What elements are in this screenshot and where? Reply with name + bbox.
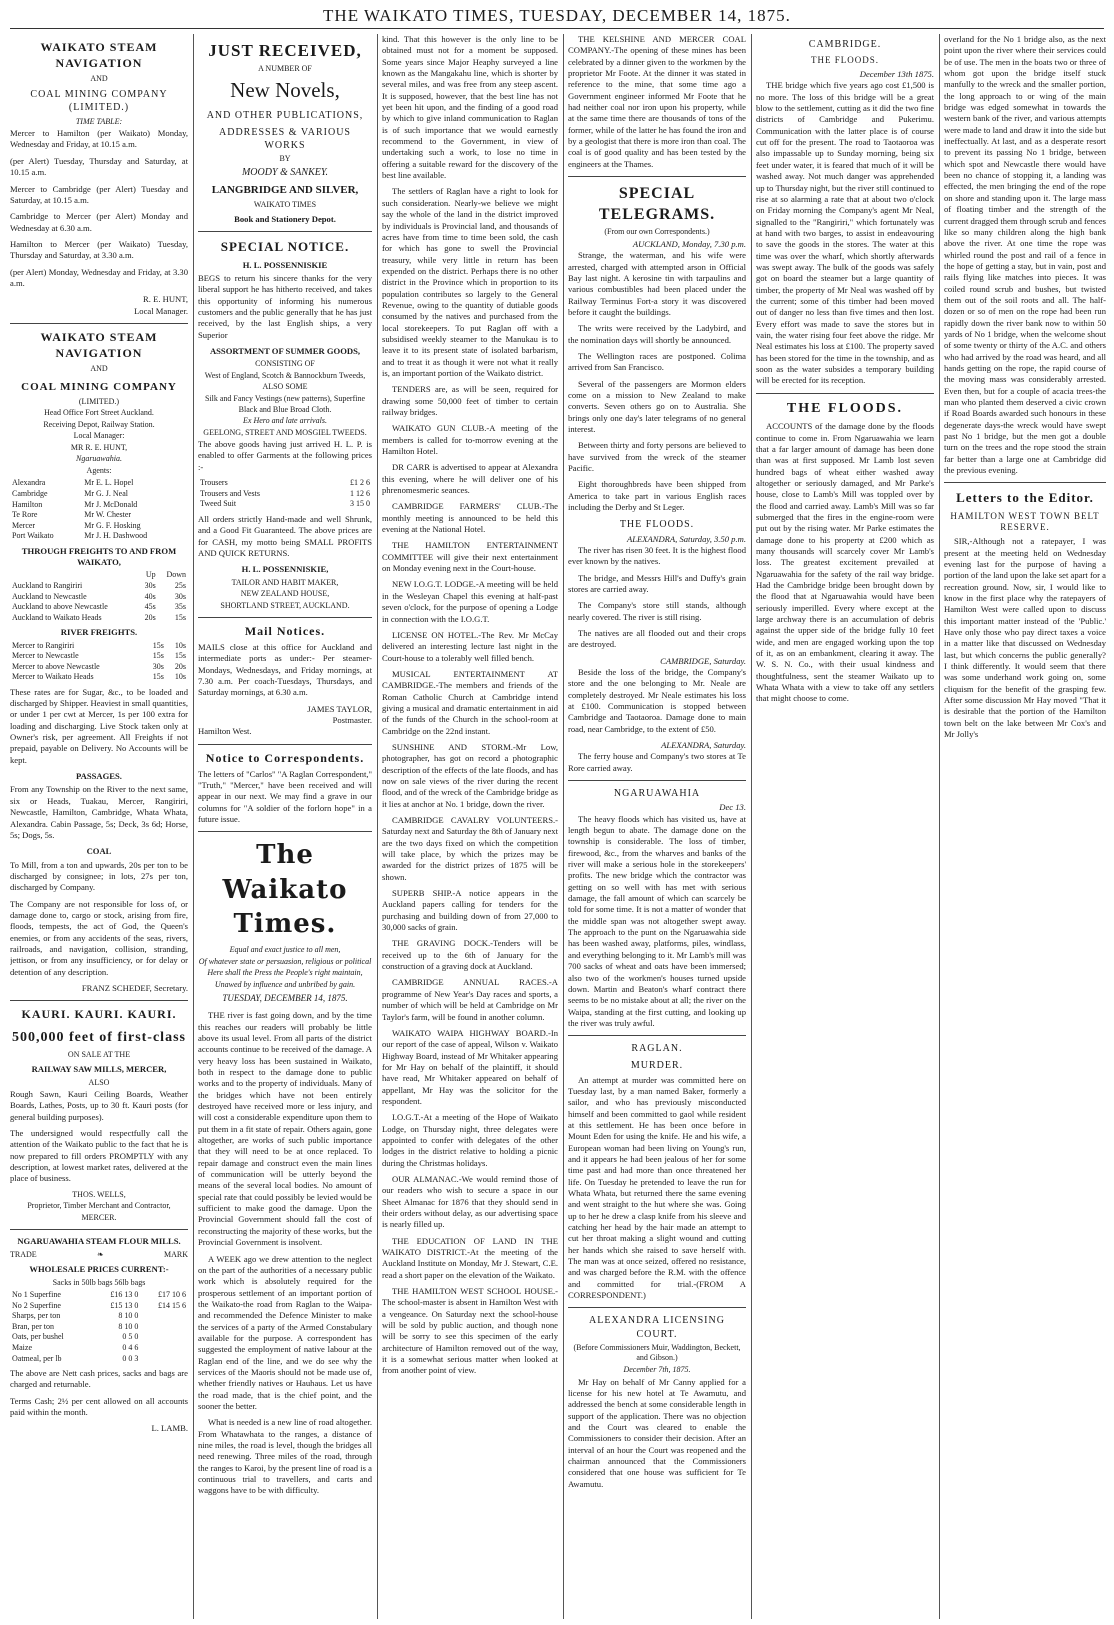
table-row	[10, 651, 188, 662]
product: Sharps, per ton	[12, 1311, 61, 1321]
divider	[568, 1307, 746, 1308]
mail-signature: JAMES TAYLOR,	[307, 703, 372, 714]
rate-up: 30s	[152, 661, 164, 671]
table-row	[10, 581, 188, 592]
agent-place: Hamilton	[12, 499, 43, 509]
local-item: LICENSE ON HOTEL.-The Rev. Mr McCay delivered an interesting lecture last night in the Court-house to a tolerably well filled bench.	[382, 629, 558, 663]
divider	[198, 831, 372, 832]
agent-name: Mr J. McDonald	[84, 499, 138, 509]
possenniskie-signature: H. L. POSSENNISKIE,	[241, 564, 329, 575]
floods-title: THE FLOODS.	[786, 400, 904, 416]
special-notice-title: SPECIAL NOTICE.	[220, 239, 350, 255]
rate-up: 45s	[144, 602, 156, 612]
timetable-entry: Hamilton to Mercer (per Waikato) Tuesday, Thursday and Saturday, at 3.30 a.m.	[10, 238, 188, 261]
through-freights-title: THROUGH FREIGHTS TO AND FROM WAIKATO,	[21, 545, 177, 568]
local-manager-label: Local Manager:	[73, 431, 125, 441]
through-freights-table	[10, 570, 188, 623]
price: 8 10 0	[118, 1321, 139, 1331]
telegram-dateline: CAMBRIDGE, Saturday.	[660, 655, 746, 666]
wholesale-title: WHOLESALE PRICES CURRENT:-	[29, 1264, 169, 1275]
cambridge-text: THE bridge which five years ago cost £1,500 is no more. The loss of this bridge will be a great blow to the settlement, cutting as it did the two fine districts of Cambridge and Pukerimu. Communication with the latter place is of course cut off for the present. The road to Taotaoroa was also impassable up to Sunday morning, being six feet under water, it is feared that much of it will be washed away. Not much danger was apprehended up to Thursday night, but the river still continued to rise at so alarming a rate that at about two o'clock on Friday morning the Company's agent Mr Neal, signalled to the "Rangiriri," which fortunately was at hand with two barges, to assist in endeavouring to save the goods in the stores. The water at this time was over the wharf, which shortly afterwards was swept away. The bulk of the goods was safely got on board the steamer but a large quantity of timber, the property of Mr Neal was washed off by the current; some of this timber had been moved out of danger no less than five times and then lost. Every effort was made to save the stores but in vain, the water rising four feet above the ridge. Mr Neal estimates his loss at £100. The property saved has been stored for the time in the township, and as soon as the water subsides a temporary building will be erected for its reception.	[756, 80, 934, 386]
local-item: WAIKATO GUN CLUB.-A meeting of the members is called for to-morrow evening at the Hamilton Hotel.	[382, 423, 558, 457]
agent-name: Mr W. Chester	[84, 510, 132, 520]
divider	[756, 393, 934, 394]
letter-text: SIR,-Although not a ratepayer, I was present at the meeting held on Wednesday evening last for the purpose of having a portion of the land upon the lake set apart for a recreation ground. Now, sir, I would like to know in the first place why the ratepayers of Hamilton West were called upon to discuss this important matter instead of the 'Public.' Have only those who pay direct taxes a voice in a matter like that discussed on Wednesday last, but which concerns the public generally? I think differently. It would seem that there was some underhand work going on, some cliquism for the benefit of the grasping few. After some discussion Mr Hay moved "That it is desirable that the portion of the Hamilton town belt on the lake between Mr Cox's and Mr Jolly's	[944, 536, 1106, 740]
steam-nav-limited: (LIMITED.)	[78, 396, 120, 406]
telegram: The Wellington races are postponed. Colima arrived from San Francisco.	[568, 350, 746, 373]
divider	[198, 744, 372, 745]
passages-title: PASSAGES.	[76, 771, 122, 782]
column-6	[944, 34, 1106, 1619]
local-item: MUSICAL ENTERTAINMENT AT CAMBRIDGE.-The members and friends of the Roman Catholic Church at Cambridge intend giving a musical and dramatic entertainment in aid of the funds of the Church in the school-room at Cambridge on the 22nd instant.	[382, 668, 558, 736]
ngaruawahia-title: NGARUAWAHIA	[613, 788, 701, 800]
rate-up: 15s	[152, 672, 164, 682]
timetable-entry: Mercer to Cambridge (per Alert) Tuesday and Saturday, at 10.15 a.m.	[10, 183, 188, 205]
rate-down: 30s	[174, 591, 186, 601]
price: £14 15 6	[158, 1300, 186, 1310]
agent-place: Port Waikato	[12, 531, 54, 541]
leader-paragraph: THE river is fast going down, and by the time this reaches our readers will probably be little above its usual level. From all parts of the district accounts continue to be received of the damage. A very heavy loss has been sustained in Waikato, both in respect to the damage done to public works and to the property of individuals. Many of the bridges which have not been entirely destroyed have received more or less injury, and will cost a considerable expenditure upon them to put them in a fit state of repair. Others again, gone altogether, are works of such public importance that they will need to be at once replaced. To repair damage and construct even the main lines of communication will be utterly beyond the means of the several local bodies. No amount of special rate that could possibly be levied would be sufficient to make good the damage. Upon the Provincial Government should fall the cost of reconstructing the majority of these works, but the Provincial Government is insolvent.	[198, 1010, 372, 1248]
trade-mark-row	[10, 1250, 188, 1261]
agents-label: Agents:	[86, 465, 112, 475]
rate-up: 15s	[152, 640, 164, 650]
local-manager-place: Ngaruawahia.	[75, 454, 122, 464]
divider	[568, 1035, 746, 1036]
motto-line: Here shall the Press the People's right maintain,	[207, 968, 363, 978]
steam-nav-company-2: COAL MINING COMPANY	[21, 381, 177, 394]
coal-company-item: THE KELSHINE AND MERCER COAL COMPANY.-The opening of these mines has been celebrated by a dinner given to the workmen by the proprietor Mr Foote. At the dinner it was stated in reference to the mine, that some time ago a Government engineer informed Mr Foote that he had neither coal nor iron upon his property, while at the same time there are thousands of tons of the former, while of the latter he has found the iron and by a geologist that there is more iron than coal. The coal is of good quality and has been tested by the engineers at the Thames.	[568, 34, 746, 169]
local-item: THE HAMILTON ENTERTAINMENT COMMITTEE will give their next entertainment on Monday evening next in the Court-house.	[382, 540, 558, 574]
raglan-title: RAGLAN.	[631, 1043, 683, 1055]
telegram: Strange, the waterman, and his wife were arrested, charged with attempted arson in Official Bay last night. A kerosine tin with tarpaulins and various combustibles had been placed under the Railway Terminus Fort-a story it was discovered before it caught the buildings.	[568, 250, 746, 317]
leader-paragraph: A WEEK ago we drew attention to the neglect on the part of the authorities of a necessary public work which is absolutely required for the prosperous settlement of an important portion of the Waikato-the road from Raglan to the Waipa-and recommended the Defence Minister to make the services of a party of the Armed Constabulary available for the purpose. A correspondent has suggested the employment of native labour at the Raglan end of the line, and we do see why the services of the Maoris should not be made use of, whether friendly natives or Hauhaus. Let us have the road made, that is the chief point, and the sooner the better.	[198, 1253, 372, 1411]
steam-nav-and-2: AND	[90, 363, 108, 373]
route: Mercer to Newcastle	[12, 651, 79, 661]
times-office: WAIKATO TIMES	[253, 199, 317, 209]
telegram: The writs were received by the Ladybird, and the nomination days will shortly be announced.	[568, 323, 746, 345]
agent-place: Mercer	[12, 520, 36, 530]
price-table	[10, 1290, 188, 1364]
cloths: West of England, Scotch & Bannockburn Tweeds,	[204, 370, 366, 380]
local-item: THE HAMILTON WEST SCHOOL HOUSE.-The school-master is absent in Hamilton West with a vengeance. On Saturday next the school-house will be sold by public auction, and though none will be sorry to see this specimen of the early architecture of Hamilton removed out of the way, it is a somewhat serious matter when looked at from another point of view.	[382, 1286, 558, 1376]
geelong: GEELONG, STREET AND MOSGIEL TWEEDS.	[203, 427, 367, 437]
column-rule	[377, 34, 378, 1619]
price: £17 10 6	[158, 1290, 186, 1300]
new-novels: New Novels,	[230, 77, 340, 102]
correspondents-title: Notice to Correspondents.	[205, 750, 365, 765]
flour-note: The above are Nett cash prices, sacks and bags are charged and returnable.	[10, 1368, 188, 1390]
table-row	[198, 499, 372, 510]
telegram: The Company's store still stands, although nearly covered. The river is still rising.	[568, 600, 746, 622]
leader-continued: kind. That this however is the only line to be obtained must not for a moment be supposed. Some years since Major Heaphy surveyed a line known as the Mangakahu line, which is shorter by several miles, and was free from any steep ascent. It is supposed, however, that the best line has not yet been hit upon, and the finding of a good road by which to give inland communication to Raglan is of such importance that we would earnestly recommend to the Government, in view of undertaking such a work, to lose no time in offering a suitable reward for the discovery of the best line available.	[382, 34, 558, 181]
murder-text: An attempt at murder was committed here on Tuesday last, by a man named Baker, formerly a sailor, and who has previously misconducted himself and been committed to gaol while resident at this settlement. He has been once before in Mount Eden for using the knife. He and his wife, a European woman had been living on Young's run, and it appears he had been jealous of her for some time past and had more than once threatened her life. On Tuesday he pretended to leave the run for Whata Whata, but returned there the same evening and went straight to the hut where she was. Going up to her he drew a clasp knife from his sleeve and catching her head by the hair made an attempt to cut her throat making a slight wound and cutting her hands which she raised to save herself with. The man was at once seized, offered no resistance, and was charged before the R.M. with the offence and committed for trial.-(FROM A CORRESPONDENT.)	[568, 1074, 746, 1301]
local-item: SUNSHINE AND STORM.-Mr Low, photographer, has got on record a photographic description of the effects of the late floods, and has now on sale views of the river during the recent flood, and of the wreck of the Cambridge bridge as it lies at anchor at No. 1 bridge, down the river.	[382, 741, 558, 809]
timetable-signature: R. E. HUNT,	[143, 294, 188, 305]
cambridge-date: December 13th 1875.	[859, 69, 934, 80]
product: Maize	[12, 1342, 32, 1352]
by-label: BY	[279, 154, 291, 164]
product: Bran, per ton	[12, 1321, 54, 1331]
price	[140, 1311, 188, 1322]
leader-paragraph: What is needed is a new line of road altogether. From Whatawhata to the ranges, a distance of nine miles, the road is level, though the bridges all need renewing. Three miles of the road, through the ranges to Karoi, by the present line of road is a continuous trial to travellers, and carts and waggons have to be with difficulty.	[198, 1417, 372, 1496]
local-item: OUR ALMANAC.-We would remind those of our readers who wish to secure a space in our Sheet Almanac for 1876 that they should send in their orders without delay, as our advertising space is nearly filled up.	[382, 1173, 558, 1230]
rate-down: 20s	[174, 661, 186, 671]
column-4	[568, 34, 746, 1619]
garment: Trousers and Vests	[200, 488, 261, 498]
receiving-depot: Receiving Depot, Railway Station.	[43, 419, 155, 429]
local-item: NEW I.O.G.T. LODGE.-A meeting will be held in the Wesleyan Chapel this evening at half-past seven o'clock, for the purpose of opening a Lodge in connection with the I.O.G.T.	[382, 579, 558, 624]
timetable-entry: Mercer to Hamilton (per Waikato) Monday, Wednesday and Friday, at 10.15 a.m.	[10, 128, 188, 150]
route: Auckland to above Newcastle	[12, 602, 108, 612]
just-received-title: JUST RECEIVED,	[208, 41, 362, 60]
coal-title: COAL	[86, 846, 112, 857]
trade-label: TRADE	[10, 1249, 37, 1259]
price	[140, 1322, 188, 1333]
table-row	[10, 592, 188, 603]
motto-line: Equal and exact justice to all men,	[229, 945, 341, 955]
telegram: The river has risen 30 feet. It is the highest flood ever known by the natives.	[568, 544, 746, 567]
price: 0 4 6	[122, 1342, 139, 1352]
column-rule	[751, 34, 752, 1619]
langbridge: LANGBRIDGE AND SILVER,	[211, 184, 359, 196]
agent-name: Mr G. J. Neal	[84, 489, 128, 499]
steam-nav-and: AND	[90, 73, 108, 83]
mail-text: MAILS close at this office for Auckland and intermediate ports as under:- Per steamer-Mondays, Wednesdays, and Friday mornings, at 7.30 a.m. Per coach-Tuesdays, Thursdays, and Saturday mornings, at 6.30 a.m.	[198, 642, 372, 698]
possenniskie-name: H. L. POSSENNISKIE	[242, 259, 328, 270]
freight-note: These rates are for Sugar, &c., to be loaded and discharged by Shipper. Heaviest in small quantities, or under 1 per cwt at Mercer, 1s per 100 extra for loading and discharging. Live Stock taken only at Owner's risk, per agreement. All Freights if not prepaid, payable on Delivery. No Accounts will be kept.	[10, 686, 188, 765]
telegram: Several of the passengers are Mormon elders come on a mission to New Zealand to make converts. Seven others go on to Australia. She brings only one day's later telegrams of no general interest.	[568, 378, 746, 435]
price: 1 12 6	[350, 488, 370, 498]
kauri-text: The undersigned would respectfully call the attention of the Waikato public to the fact that he is now prepared to fill orders PROMPTLY with any description, at lowest market rates, delivered at the place of business.	[10, 1128, 188, 1184]
table-row	[10, 1311, 188, 1322]
column-3	[382, 34, 558, 1619]
timetable-entry: (per Alert) Monday, Wednesday and Friday, at 3.30 a.m.	[10, 266, 188, 288]
mail-notices-title: Mail Notices.	[244, 624, 326, 639]
tailor: TAILOR AND HABIT MAKER,	[231, 577, 339, 587]
telegram-dateline: ALEXANDRA, Saturday.	[661, 740, 746, 751]
timetable-heading: TIME TABLE:	[75, 116, 123, 126]
price: 8 10 0	[118, 1311, 139, 1321]
coal-text: To Mill, from a ton and upwards, 20s per ton to be discharged by consignee; in lots, 27s per ton, discharged by Company.	[10, 859, 188, 893]
table-header	[10, 570, 188, 581]
enabled-text: The above goods having just arrived H. L. P. is enabled to offer Garments at the following prices :-	[198, 439, 372, 472]
table-header-cell: Down	[166, 570, 186, 580]
kauri-sale: ON SALE AT THE	[67, 1049, 131, 1059]
ngaruawahia-date: Dec 13.	[719, 802, 746, 813]
masthead-rule	[10, 28, 1104, 29]
rate-down: 15s	[174, 612, 186, 622]
route: Mercer to Waikato Heads	[12, 672, 94, 682]
column-5	[756, 34, 934, 1619]
clothing-prices	[198, 478, 372, 510]
product: No 1 Superfine	[12, 1290, 61, 1300]
table-header-cell	[10, 570, 138, 581]
divider	[10, 323, 188, 324]
nz-house: NEW ZEALAND HOUSE,	[240, 589, 330, 599]
divider	[568, 780, 746, 781]
local-item: CAMBRIDGE CAVALRY VOLUNTEERS.-Saturday next and Saturday the 8th of January next are the two days fixed on which the competition will take place, by which the prizes may be awarded for the district prizes of 1875 will be shown.	[382, 815, 558, 882]
cambridge-title: CAMBRIDGE.	[808, 39, 882, 50]
letters-title: Letters to the Editor.	[956, 490, 1094, 506]
steam-nav-company: COAL MINING COMPANY (LIMITED.)	[30, 89, 168, 114]
rate-up: 30s	[144, 581, 156, 590]
rate-down: 10s	[174, 640, 186, 650]
agent-name: Mr G. F. Hosking	[84, 520, 141, 530]
telegram-dateline: AUCKLAND, Monday, 7.30 p.m.	[632, 238, 746, 249]
rate-down: 15s	[174, 651, 186, 661]
steam-nav-title-2: WAIKATO STEAM NAVIGATION	[40, 329, 158, 360]
telegram: Between thirty and forty persons are believed to have survived from the wreck of the steamer Pacific.	[568, 440, 746, 474]
other-publications: AND OTHER PUBLICATIONS,	[206, 109, 364, 121]
possenniskie-text: BEGS to return his sincere thanks for the very liberal support he has hitherto received, and takes this opportunity of informing his numerous customers and the public generally that he has just received, by the last English ships, a very Superior	[198, 272, 372, 340]
garment: Trousers	[200, 478, 228, 488]
letter-heading: HAMILTON WEST TOWN BELT RESERVE.	[950, 510, 1100, 533]
route: Mercer to Rangiriri	[12, 640, 75, 650]
column-2	[198, 34, 372, 1619]
divider	[198, 231, 372, 232]
local-manager-name: MR R. E. HUNT,	[70, 442, 128, 452]
local-item: SUPERB SHIP.-A notice appears in the Auckland papers calling for tenders for the purchasing and building down of from 27,000 to 30,000 sacks of grain.	[382, 888, 558, 933]
telegram: The bridge, and Messrs Hill's and Duffy's grain stores are carried away.	[568, 572, 746, 595]
cambridge-subtitle: THE FLOODS.	[810, 55, 879, 66]
product: Oats, per bushel	[12, 1332, 64, 1342]
table-row	[10, 510, 188, 521]
column-rule	[193, 34, 194, 1619]
kauri-place: MERCER.	[81, 1212, 117, 1222]
floods-continued: overland for the No 1 bridge also, as the next point upon the river where their services could be of use. The men in the boats two or three of whom got upon the bridge itself stuck manfully to the wreck and the smaller portion, the long approach to or wing of the main bridge was edged somewhat in towards the western bank of the river, and various attempts were made to land and draw it into the side but ineffectually. At last, and as a desperate resort to prevent its passing No 1 bridge, between which spot and Newcastle there would have been no chance of stopping it, a landing was effected, the men bringing the end of the rope on shore and standing upon it. The large mass of floating timber and the strength of the current dragged them through scrub and fences like so many children along the high bank above the river. At one time the rope was whirled round the post and rail of a fence in the hope of getting a stay, but in vain, post and rails flying like matches into pieces. It was coiled round scrub and bushes, but twisted them out of the soil roots and all. The half-dozen or so of men on the rope had been run rapidly down the river bank now to within 50 yards of No 1 bridge, when the welcome shout of some twenty or thirty of the A.C. and others who had arrived by the road was heard, and all hands getting on the rope, the rapid course of the moving mass was considerably arrested. Even then, but for a couple of acacia trees-the man who planted them deserved a civic crown if Road Boards awarded such honours in these degenerate days-the wreck would have swept past No 1 bridge, but the men got a double turn on the trees and the rope stood the strain far better than a large one at Cambridge did the previous evening.	[944, 34, 1106, 476]
river-freights-table	[10, 641, 188, 683]
flour-terms: Terms Cash; 2½ per cent allowed on all accounts paid within the month.	[10, 1395, 188, 1418]
local-item: CAMBRIDGE ANNUAL RACES.-A programme of New Year's Day races and sports, a number of which will be held at Cambridge on Mr Taylor's farm, will be found in another column.	[382, 977, 558, 1022]
mail-place: Hamilton West.	[198, 726, 252, 737]
product: No 2 Superfine	[12, 1300, 61, 1310]
rate-up: 40s	[144, 591, 156, 601]
orders-text: All orders strictly Hand-made and well Shrunk, and a Good Fit Guaranteed. The above prices are for CASH, my motto being SMALL PROFITS AND QUICK RETURNS.	[198, 513, 372, 558]
price	[140, 1332, 188, 1343]
addresses: ADDRESSES & VARIOUS WORKS	[219, 126, 351, 152]
licensing-court-date: December 7th, 1875.	[623, 1364, 691, 1374]
route: Auckland to Waikato Heads	[12, 612, 102, 622]
licensing-court-bench: (Before Commissioners Muir, Waddington, Beckett, and Gibson.)	[573, 1342, 741, 1363]
table-row	[10, 521, 188, 532]
also-some: ALSO SOME	[262, 382, 308, 392]
table-row	[10, 1301, 188, 1312]
divider	[198, 617, 372, 618]
table-header-cell: Up	[145, 570, 156, 580]
garment: Tweed Suit	[200, 499, 237, 509]
kauri-items: Rough Sawn, Kauri Ceiling Boards, Weather Boards, Lathes, Posts, up to 30 ft. Kauri posts (for general building purposes).	[10, 1089, 188, 1122]
head-office: Head Office Fort Street Auckland.	[44, 408, 154, 418]
column-rule	[563, 34, 564, 1619]
mark-label: MARK	[163, 1249, 188, 1259]
route: Mercer to above Newcastle	[12, 661, 100, 671]
assortment: ASSORTMENT OF SUMMER GOODS,	[209, 345, 361, 356]
silk: Silk and Fancy Vestings (new patterns), Superfine Black and Blue Broad Cloth.	[204, 393, 366, 414]
river-freights-title: RIVER FREIGHTS.	[60, 627, 138, 638]
column-1	[10, 34, 188, 1619]
floods-subtitle: THE FLOODS.	[619, 519, 695, 531]
table-row	[10, 1343, 188, 1354]
rate-up: 15s	[152, 651, 164, 661]
local-item: THE GRAVING DOCK.-Tenders will be received up to the 6th of January for the construction of a graving dock at Auckland.	[382, 938, 558, 972]
table-row	[10, 1290, 188, 1301]
table-row	[10, 1332, 188, 1343]
table-row	[10, 478, 188, 489]
agent-place: Cambridge	[12, 489, 48, 499]
table-row	[10, 531, 188, 542]
table-row	[198, 478, 372, 489]
authors: MOODY & SANKEY.	[241, 166, 329, 178]
consisting: CONSISTING OF	[255, 359, 315, 369]
kauri-also: ALSO	[88, 1077, 110, 1087]
leader-paragraph: The settlers of Raglan have a right to look for such consideration. Nearly-we believe we might say the whole of the land in the district improved by individuals is Provincial land, and thousands of acres have from time to time been sold, the cash for which has gone to swell the Provincial treasury, while very little in return has been expended on the district. Perhaps there is no other district in the Province which in proportion to its population contributes so largely to the General Revenue, owing to the quantity of dutiable goods consumed by the natives and purchased from the local storekeepers. To put Raglan off with a subsidised weekly steamer to the Manukau is to leave it to its present state of isolated barbarism, and to treat it as though it were not what it really is, an important portion of the Waikato district.	[382, 186, 558, 378]
table-row	[10, 1354, 188, 1365]
local-item: DR CARR is advertised to appear at Alexandra this evening, where he will deliver one of his phrenomesmeric seances.	[382, 462, 558, 496]
divider	[10, 1000, 188, 1001]
telegram: The ferry house and Company's two stores at Te Rore carried away.	[568, 751, 746, 773]
steam-nav-title: WAIKATO STEAM NAVIGATION	[40, 40, 158, 70]
price: £16 13 0	[110, 1290, 139, 1300]
telegrams-source: (From our own Correspondents.)	[604, 227, 710, 237]
agent-name: Mr E. L. Hopel	[84, 478, 134, 488]
table-row	[198, 489, 372, 500]
licensing-court-title: ALEXANDRA LICENSING COURT.	[589, 1315, 725, 1340]
paper-title: The Waikato Times.	[222, 840, 348, 939]
table-row	[10, 489, 188, 500]
kauri-title: KAURI. KAURI. KAURI.	[21, 1007, 177, 1022]
agent-place: Te Rore	[12, 510, 38, 520]
price: 3 15 0	[350, 499, 370, 509]
motto-line: Of whatever state or persuasion, religious or political	[198, 956, 372, 966]
table-row	[10, 500, 188, 511]
price: 0 5 0	[122, 1332, 139, 1342]
agents-table	[10, 478, 188, 541]
route: Auckland to Rangiriri	[12, 581, 83, 590]
kauri-signature: THOS. WELLS,	[72, 1189, 126, 1199]
local-item: I.O.G.T.-At a meeting of the Hope of Waikato Lodge, on Thursday night, three delegates were appointed to confer with delegates of the other lodges in the district relative to holding a picnic during the Christmas holidays.	[382, 1112, 558, 1168]
ngaruawahia-text: The heavy floods which has visited us, have at length begun to abate. The damage done on the township is considerable. The loss of timber, firewood, &c., from the wharves and banks of the river will make a serious hole in the storekeepers' profits. The new bridge which the contractor was getting on so well with has met with serious damage, the fall amount of which can scarcely be told for some time. It is not a matter of wonder that the middle span was not altogether swept away. The approach to the punt on the Ngaruawahia side has been washed away, platforms, piles, windlass, and everything belonging to it. Mr Lamb's mill was 700 sacks of wheat and oats have been immersed; also two of the workmen's houses turned upside down. Martin and Beaton's wharf contract there seems to be no mistake about at all; the river on the Waipa, standing at the first cutting, and looking up the river was truly awful.	[568, 813, 746, 1028]
table-row	[10, 641, 188, 652]
rate-up: 20s	[144, 612, 156, 622]
local-item: THE EDUCATION OF LAND IN THE WAIKATO DISTRICT.-At the meeting of the Auckland Institute on Monday, Mr J. Stewart, C.E. read a short paper on the elevation of the Waikato.	[382, 1235, 558, 1280]
licensing-court-text: Mr Hay on behalf of Mr Canny applied for a license for his new hotel at Te Awamutu, and addressed the bench at some considerable length in support of the application. There was no objection and the Court was cleared to enable the Commissioners to consider their decision. After an interval of an hour the Court was reopened and the chairman announced that the Commissioners considered that one house was sufficient for Te Awamutu.	[568, 1376, 746, 1489]
agent-name: Mr J. H. Dashwood	[84, 531, 148, 541]
table-row	[10, 1322, 188, 1333]
table-row	[10, 662, 188, 673]
rate-down: 35s	[174, 602, 186, 612]
company-notice: The Company are not responsible for loss of, or damage done to, cargo or stock, arising from fire, floods, tempests, the act of God, the Queen's enemies, or from any accidents of the seas, rivers, railroads, and navigation, collision, stranding, jettison, or from any insufficiency, or for delay or detention of any description.	[10, 898, 188, 977]
rate-down: 25s	[174, 581, 186, 590]
price: £15 13 0	[110, 1300, 139, 1310]
ex-hero: Ex Hero and late arrivals.	[243, 416, 327, 426]
kauri-signature-title: Proprietor, Timber Merchant and Contractor,	[27, 1201, 171, 1211]
motto-line: Unawed by influence and unbribed by gain.	[214, 979, 356, 989]
product: Oatmeal, per lb	[12, 1353, 62, 1363]
timetable-entry: Cambridge to Mercer (per Alert) Monday and Wednesday at 6.30 a.m.	[10, 211, 188, 233]
table-row	[10, 602, 188, 613]
masthead: THE WAIKATO TIMES, TUESDAY, DECEMBER 14, 1875.	[323, 6, 791, 25]
book-depot: Book and Stationery Depot.	[234, 214, 336, 225]
telegram: The natives are all flooded out and their crops are destroyed.	[568, 628, 746, 650]
timetable-entry: (per Alert) Tuesday, Thursday and Saturday, at 10.15 a.m.	[10, 155, 188, 178]
local-item: CAMBRIDGE FARMERS' CLUB.-The monthly meeting is announced to be held this evening at the National Hotel.	[382, 501, 558, 535]
rate-down: 10s	[174, 672, 186, 682]
a-number-of: A NUMBER OF	[258, 64, 312, 74]
kauri-mill: RAILWAY SAW MILLS, MERCER,	[31, 1064, 167, 1075]
divider	[944, 482, 1106, 483]
company-signature: FRANZ SCHEDEF, Secretary.	[81, 982, 188, 993]
telegram-dateline: ALEXANDRA, Saturday, 3.50 p.m.	[626, 533, 746, 544]
table-row	[10, 613, 188, 624]
trade-mark-icon: ❧	[96, 1249, 104, 1259]
flour-signature: L. LAMB.	[151, 1423, 188, 1434]
flour-mills-title: NGARUAWAHIA STEAM FLOUR MILLS.	[17, 1236, 181, 1247]
price	[140, 1343, 188, 1354]
divider	[568, 176, 746, 177]
local-item: TENDERS are, as will be seen, required for drawing some 50,000 feet of timber to certain railway bridges.	[382, 384, 558, 417]
divider	[10, 1229, 188, 1230]
route: Auckland to Newcastle	[12, 591, 87, 601]
local-item: WAIKATO WAIPA HIGHWAY BOARD.-In our report of the case of appeal, Wilson v. Waikato Highway Board, instead of Mr Whitaker appearing for Mr Hay on behalf of the plaintiff, it should have read, Mr Whitaker appeared on behalf of appellant, Mr Hay was the solicitor for the respondent.	[382, 1027, 558, 1106]
price: £1 2 6	[350, 478, 370, 488]
price	[140, 1354, 188, 1365]
timetable-signature-title: Local Manager.	[134, 305, 188, 316]
passages-text: From any Township on the River to the next same, six or Heads, Tuakau, Mercer, Rangiriri, Newcastle, Hamilton, Cambridge, Whata Whata, Alexandra. Cabin Passage, 5s; Deck, 3s 6d; Horse, 5s; Dogs, 5s.	[10, 784, 188, 840]
table-row	[10, 672, 188, 683]
kauri-amount: 500,000 feet of first-class	[12, 1030, 186, 1046]
price: 0 0 3	[122, 1353, 139, 1363]
special-telegrams-title: SPECIAL TELEGRAMS.	[598, 185, 716, 224]
shortland-street: SHORTLAND STREET, AUCKLAND.	[220, 600, 350, 610]
postmaster: Postmaster.	[332, 715, 372, 726]
agent-place: Alexandra	[12, 478, 46, 488]
column-rule	[939, 34, 940, 1619]
sacks-header: Sacks in 50lb bags 56lb bags	[52, 1277, 146, 1287]
telegram: Eight thoroughbreds have been shipped from America to take part in various English races including the Derby and St Leger.	[568, 479, 746, 513]
correspondents-text: The letters of "Carlos" "A Raglan Correspondent," "Truth," "Mercer," have been received and will appear in our next. We may find a grave in our columns for "A soldier of the forlorn hope" in a future issue.	[198, 768, 372, 824]
telegram: Beside the loss of the bridge, the Company's store and the one belonging to Mr. Neale are completely destroyed. Mr Neale estimates his loss at £100. Communication is stopped between Cambridge and Taotaoroa. Damage done to main road, near Cambridge, to the extent of £50.	[568, 667, 746, 734]
paper-date: TUESDAY, DECEMBER 14, 1875.	[222, 993, 348, 1004]
floods-text: ACCOUNTS of the damage done by the floods continue to come in. From Ngaruawahia we learn that a far larger amount of damage has been done than was at first supposed. Mr Lamb lost seven hundred bags of wheat either washed away altogether or seriously damaged, and Mr Parke's house, close to Lamb's Mill was toppled over by the flood and carried away. Lamb's Mill was so far submerged that the fires in the engine-room were put out by the rising water. Mr Parke estimates the damage done to his property at £200 which as many thousands will scarcely cover Mr Lamb's loss. The greatest excitement prevailed at Ngaruawahia for the safety of the rail way bridge. Had the Cambridge bridge been brought down by the flood that at Ngaruawahia would have been seriously imperilled. Every where except at the large archway there is an accumulation of debris against the upper side of the bridge fully 10 feet wide, and men are engaged working upon the top of it, as on an embankment, clearing it away. The W. S. N. Co., with their usual kindness and thoughtfulness, sent the steamer Waikato up to Whata Whata with a view to take off any settlers that might choose to come.	[756, 421, 934, 704]
murder-title: MURDER.	[630, 1060, 684, 1072]
